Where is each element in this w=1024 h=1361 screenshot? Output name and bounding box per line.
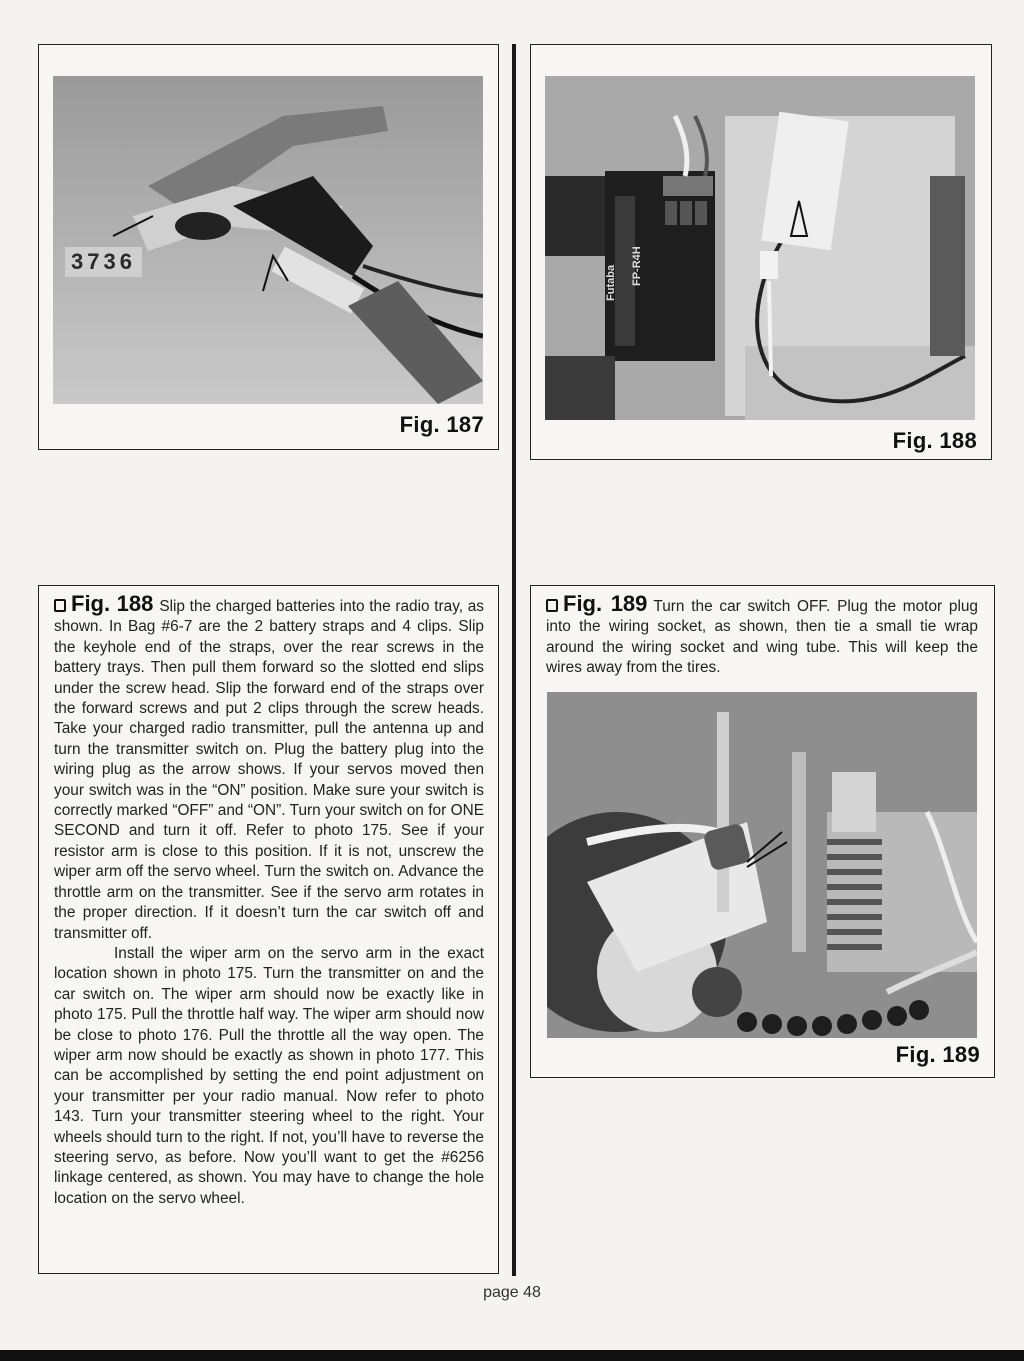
- figure-189-caption: Fig. 189: [895, 1042, 980, 1067]
- checkbox-icon[interactable]: [54, 599, 66, 612]
- figure-188-photo: [545, 76, 975, 420]
- instructions-fig-189-heading: Fig. 189: [563, 591, 648, 616]
- instructions-fig-188-paragraph-1: Slip the charged batteries into the radio tray, as shown. In Bag #6-7 are the 2 battery straps and 4 clips. Slip the keyhole end of the straps, over the rear screws in the battery trays. Then pull them forward so the slotted end slips under the screw head. Slip the forward end of the straps over the forward screws and put 2 clips through the screw heads. Take your charged radio transmitter, pull the antenna up and turn the transmitter switch on. Plug the battery plug into the wiring plug as the arrow shows. If your servos moved then your switch was in the “ON” position. Make sure your switch is correctly marked “OFF” and “ON”. Turn your switch on for ONE SECOND and turn it off. Refer to photo 175. See if your resistor arm is close to this position. If it is not, unscrew the wiper arm off the servo wheel. Turn the switch on. Advance the throttle arm on the transmitter. See if the servo arm rotates in the proper direction. If it doesn’t turn the car switch off and transmitter off.: [54, 598, 484, 942]
- instructions-fig-188-heading: Fig. 188: [71, 591, 154, 616]
- receiver-model-label: FP-R4H: [631, 246, 643, 286]
- motor-plug-wiring-photo: [547, 692, 977, 1038]
- receiver-tray-photo: [545, 76, 975, 420]
- figure-187-caption: Fig. 187: [399, 412, 484, 437]
- figure-189-photo: [547, 692, 977, 1038]
- figure-187-photo: [53, 76, 483, 404]
- part-number-callout: 3736: [65, 247, 142, 277]
- checkbox-icon[interactable]: [546, 599, 558, 612]
- page-number: page 48: [483, 1284, 541, 1301]
- bottom-edge: [0, 1350, 1024, 1361]
- figure-188-caption: Fig. 188: [892, 428, 977, 453]
- figure-188-frame: [530, 44, 992, 460]
- instructions-fig-189-box: [530, 585, 995, 1078]
- figure-187-frame: [38, 44, 499, 450]
- column-divider: [512, 44, 516, 1276]
- instructions-fig-188-box: [38, 585, 499, 1274]
- instructions-fig-189-text: [546, 591, 978, 679]
- instructions-fig-189-paragraph: Turn the car switch OFF. Plug the motor plug into the wiring socket, as shown, then tie a small tie wrap around the wiring socket and wing tube. This will keep the wires away from the tires.: [546, 598, 978, 677]
- alligator-clip-photo: [53, 76, 483, 404]
- receiver-brand-label: Futaba: [605, 264, 617, 301]
- instructions-fig-188-paragraph-2: Install the wiper arm on the servo arm in the exact location shown in photo 175. Turn the transmitter on and the car switch on. The wiper arm should now be exactly like in photo 175. Pull the throttle half way. The wiper arm should now be close to photo 176. Pull the throttle all the way open. The wiper arm now should be exactly as shown in photo 177. This can be accomplished by setting the end point adjustment on your transmitter per your radio manual. Now refer to photo 143. Turn your transmitter steering wheel to the right. Your wheels should turn to the right. If not, you’ll have to reverse the steering servo, as before. Now you’ll want to get the #6256 linkage centered, as shown. You may have to change the hole location on the servo wheel.: [54, 944, 484, 1207]
- instructions-fig-188-text: [54, 591, 484, 1209]
